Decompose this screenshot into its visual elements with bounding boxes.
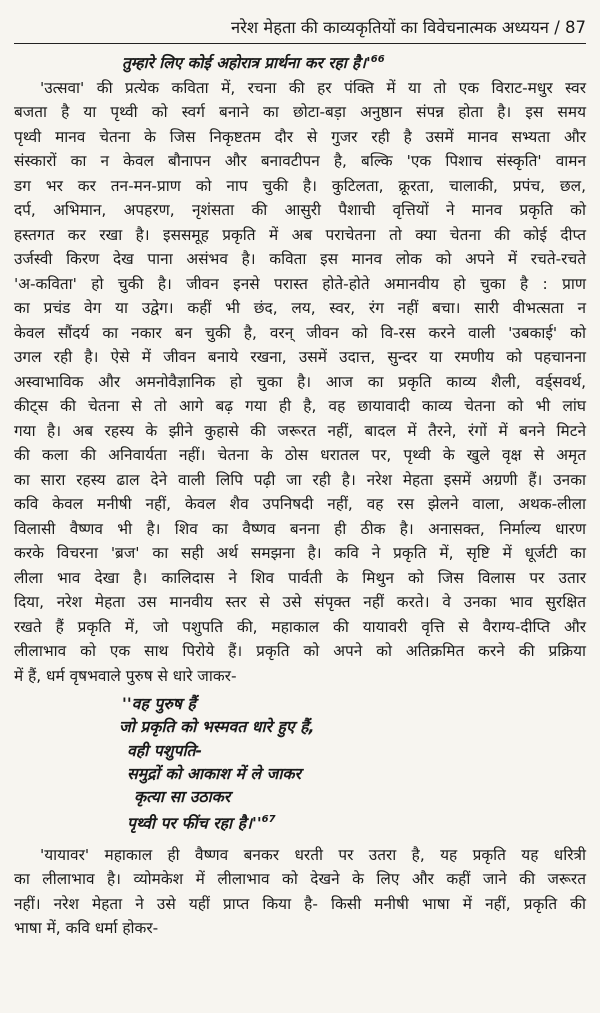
text-line: केवल सौंदर्य का नकार बन चुकी है, वरन् जीवन को वि-रस करने वाली 'उबकाई' को [14, 323, 586, 342]
text-line: उगल रही है। ऐसे में जीवन बनाये रखना, उसमें उदात्त, सुन्दर या रमणीय को पहचानना [14, 348, 586, 367]
text-line: गया है। अब रहस्य के झीने कुहासे की जरूरत नहीं, बादल में तैरने, रंगों में बनने मिटने [14, 421, 586, 440]
text-line: पृथ्वी मानव चेतना के जिस निकृष्टतम दौर से गुजर रही है उसमें मानव सभ्यता और [14, 127, 586, 146]
text-line: डग भर कर तन-मन-प्राण को नाप चुकी है। कुटिलता, क्रूरता, चालाकी, प्रपंच, छल, [14, 176, 586, 195]
header-separator: / [554, 18, 560, 37]
verse-line: जो प्रकृति को भस्मवत धारे हुए हैं, [119, 717, 315, 737]
verse-line: ''वह पुरुष हैं [122, 694, 196, 714]
verse-line: वही पशुपति- [127, 740, 203, 760]
verse-line: समुद्रों को आकाश में ले जाकर [127, 763, 301, 783]
footnote-ref: 67 [261, 814, 276, 826]
verse-line-final [14, 808, 586, 834]
paragraph-2 [14, 843, 586, 941]
text-line: रखते हैं प्रकृति में, जो पशुपति की, महाकाल की यायावरी वृत्ति से वैराग्य-दीप्ति और [14, 617, 586, 636]
text-line: का प्रचंड वेग या उद्वेग। कहीं भी छंद, लय, स्वर, रंग नहीं बचा। सारी वीभत्सता न [14, 299, 586, 318]
text-line: का लीलाभाव है। व्योमकेश में लीलाभाव को देखने के लिए और कहीं जाने की जरूरत [14, 870, 586, 889]
verse-block [14, 692, 586, 834]
text-line: 'यायावर' महाकाल ही वैष्णव बनकर धरती पर उतरा है, यह प्रकृति यह धरित्री [40, 845, 586, 864]
header-title: नरेश मेहता की काव्यकृतियों का विवेचनात्मक अध्ययन [230, 18, 549, 37]
page-number: 87 [565, 18, 586, 37]
text-line: भाषा में, कवि धर्मा होकर- [14, 919, 159, 938]
text-line: करके विचरना 'ब्रज' का सही अर्थ समझना है। कवि ने प्रकृति में, सृष्टि में धूर्जटी का [14, 544, 586, 563]
text-line: विलासी वैष्णव भी है। शिव का वैष्णव बनना ही ठीक है। अनासक्त, निर्माल्य धारण [14, 519, 586, 538]
text-line: कवि केवल मनीषी नहीं, केवल शैव उपनिषदी नहीं, वह रस झेलने वाला, अथक-लीला [14, 495, 586, 514]
verse-text: पृथ्वी पर फींच रहा है।'' [127, 813, 262, 833]
text-line: 'अ-कविता' हो चुकी है। जीवन इनसे परास्त होते-होते अमानवीय हो चुका है : प्राण [14, 274, 586, 293]
text-line: उर्जस्वी किरण देख पाना असंभव है। कविता इस मानव लोक को अपने में रचते-रचते [14, 250, 586, 269]
text-line: की कला की अनिवार्यता नहीं। चेतना के ठोस धरातल पर, पृथ्वी के खुले वृक्ष से अमृत [14, 446, 586, 465]
opening-quote [14, 48, 586, 76]
text-line: कीट्स की चेतना से तो आगे बढ़ गया ही है, वह छायावादी काव्य चेतना को भी लांघ [14, 397, 586, 416]
text-line: बजता है या पृथ्वी को स्वर्ग बनाने का छोटा-बड़ा अनुष्ठान संपन्न होता है। इस समय [14, 103, 586, 122]
text-line: दर्प, अभिमान, अपहरण, नृशंसता की आसुरी पैशाची वृत्तियों ने मानव प्रकृति को [14, 201, 586, 220]
running-header [14, 16, 586, 44]
paragraph-1 [14, 76, 586, 689]
text-line: दिया, नरेश मेहता उस मानवीय स्तर से उसे संपृक्त नहीं करते। वे उनका भाव सुरक्षित [14, 593, 586, 612]
text-line: नहीं। नरेश मेहता ने उसे यहीं प्राप्त किया है- किसी मनीषी भाषा में नहीं, प्रकृति की [14, 894, 586, 913]
text-line: हस्तगत कर रखा है। इससमूह प्रकृति में अब पराचेतना तो क्या चेतना की कोई दीप्त [14, 225, 586, 244]
opening-quote-text: तुम्हारे लिए कोई अहोरात्र प्रार्थना कर रहा है।' [122, 54, 371, 73]
text-line: में हैं, धर्म वृषभवाले पुरुष से धारे जाकर- [14, 666, 237, 685]
text-line: का सारा रहस्य ढाल देने वाली लिपि पढ़ी जा रही है। नरेश मेहता इसमें अग्रणी हैं। उनका [14, 470, 586, 489]
text-line: लीलाभाव को एक साथ पिरोये हैं। प्रकृति को अपने को अतिक्रमित करने की प्रक्रिया [14, 642, 586, 661]
footnote-ref: 66 [370, 54, 385, 65]
text-line: 'उत्सवा' की प्रत्येक कविता में, रचना की हर पंक्ति में या तो एक विराट-मधुर स्वर [40, 78, 586, 97]
verse-line: कृत्या सा उठाकर [134, 786, 231, 806]
text-line: संस्कारों का न केवल बौनापन और बनावटीपन है, बल्कि 'एक पिशाच संस्कृति' वामन [14, 152, 586, 171]
text-line: अस्वाभाविक और अमनोवैज्ञानिक हो चुका है। आज का प्रकृति काव्य शैली, वर्ड्सवर्थ, [14, 372, 586, 391]
text-line: लीला भाव देखा है। कालिदास ने शिव पार्वती के मिथुन को जिस विलास पर उतार [14, 568, 586, 587]
